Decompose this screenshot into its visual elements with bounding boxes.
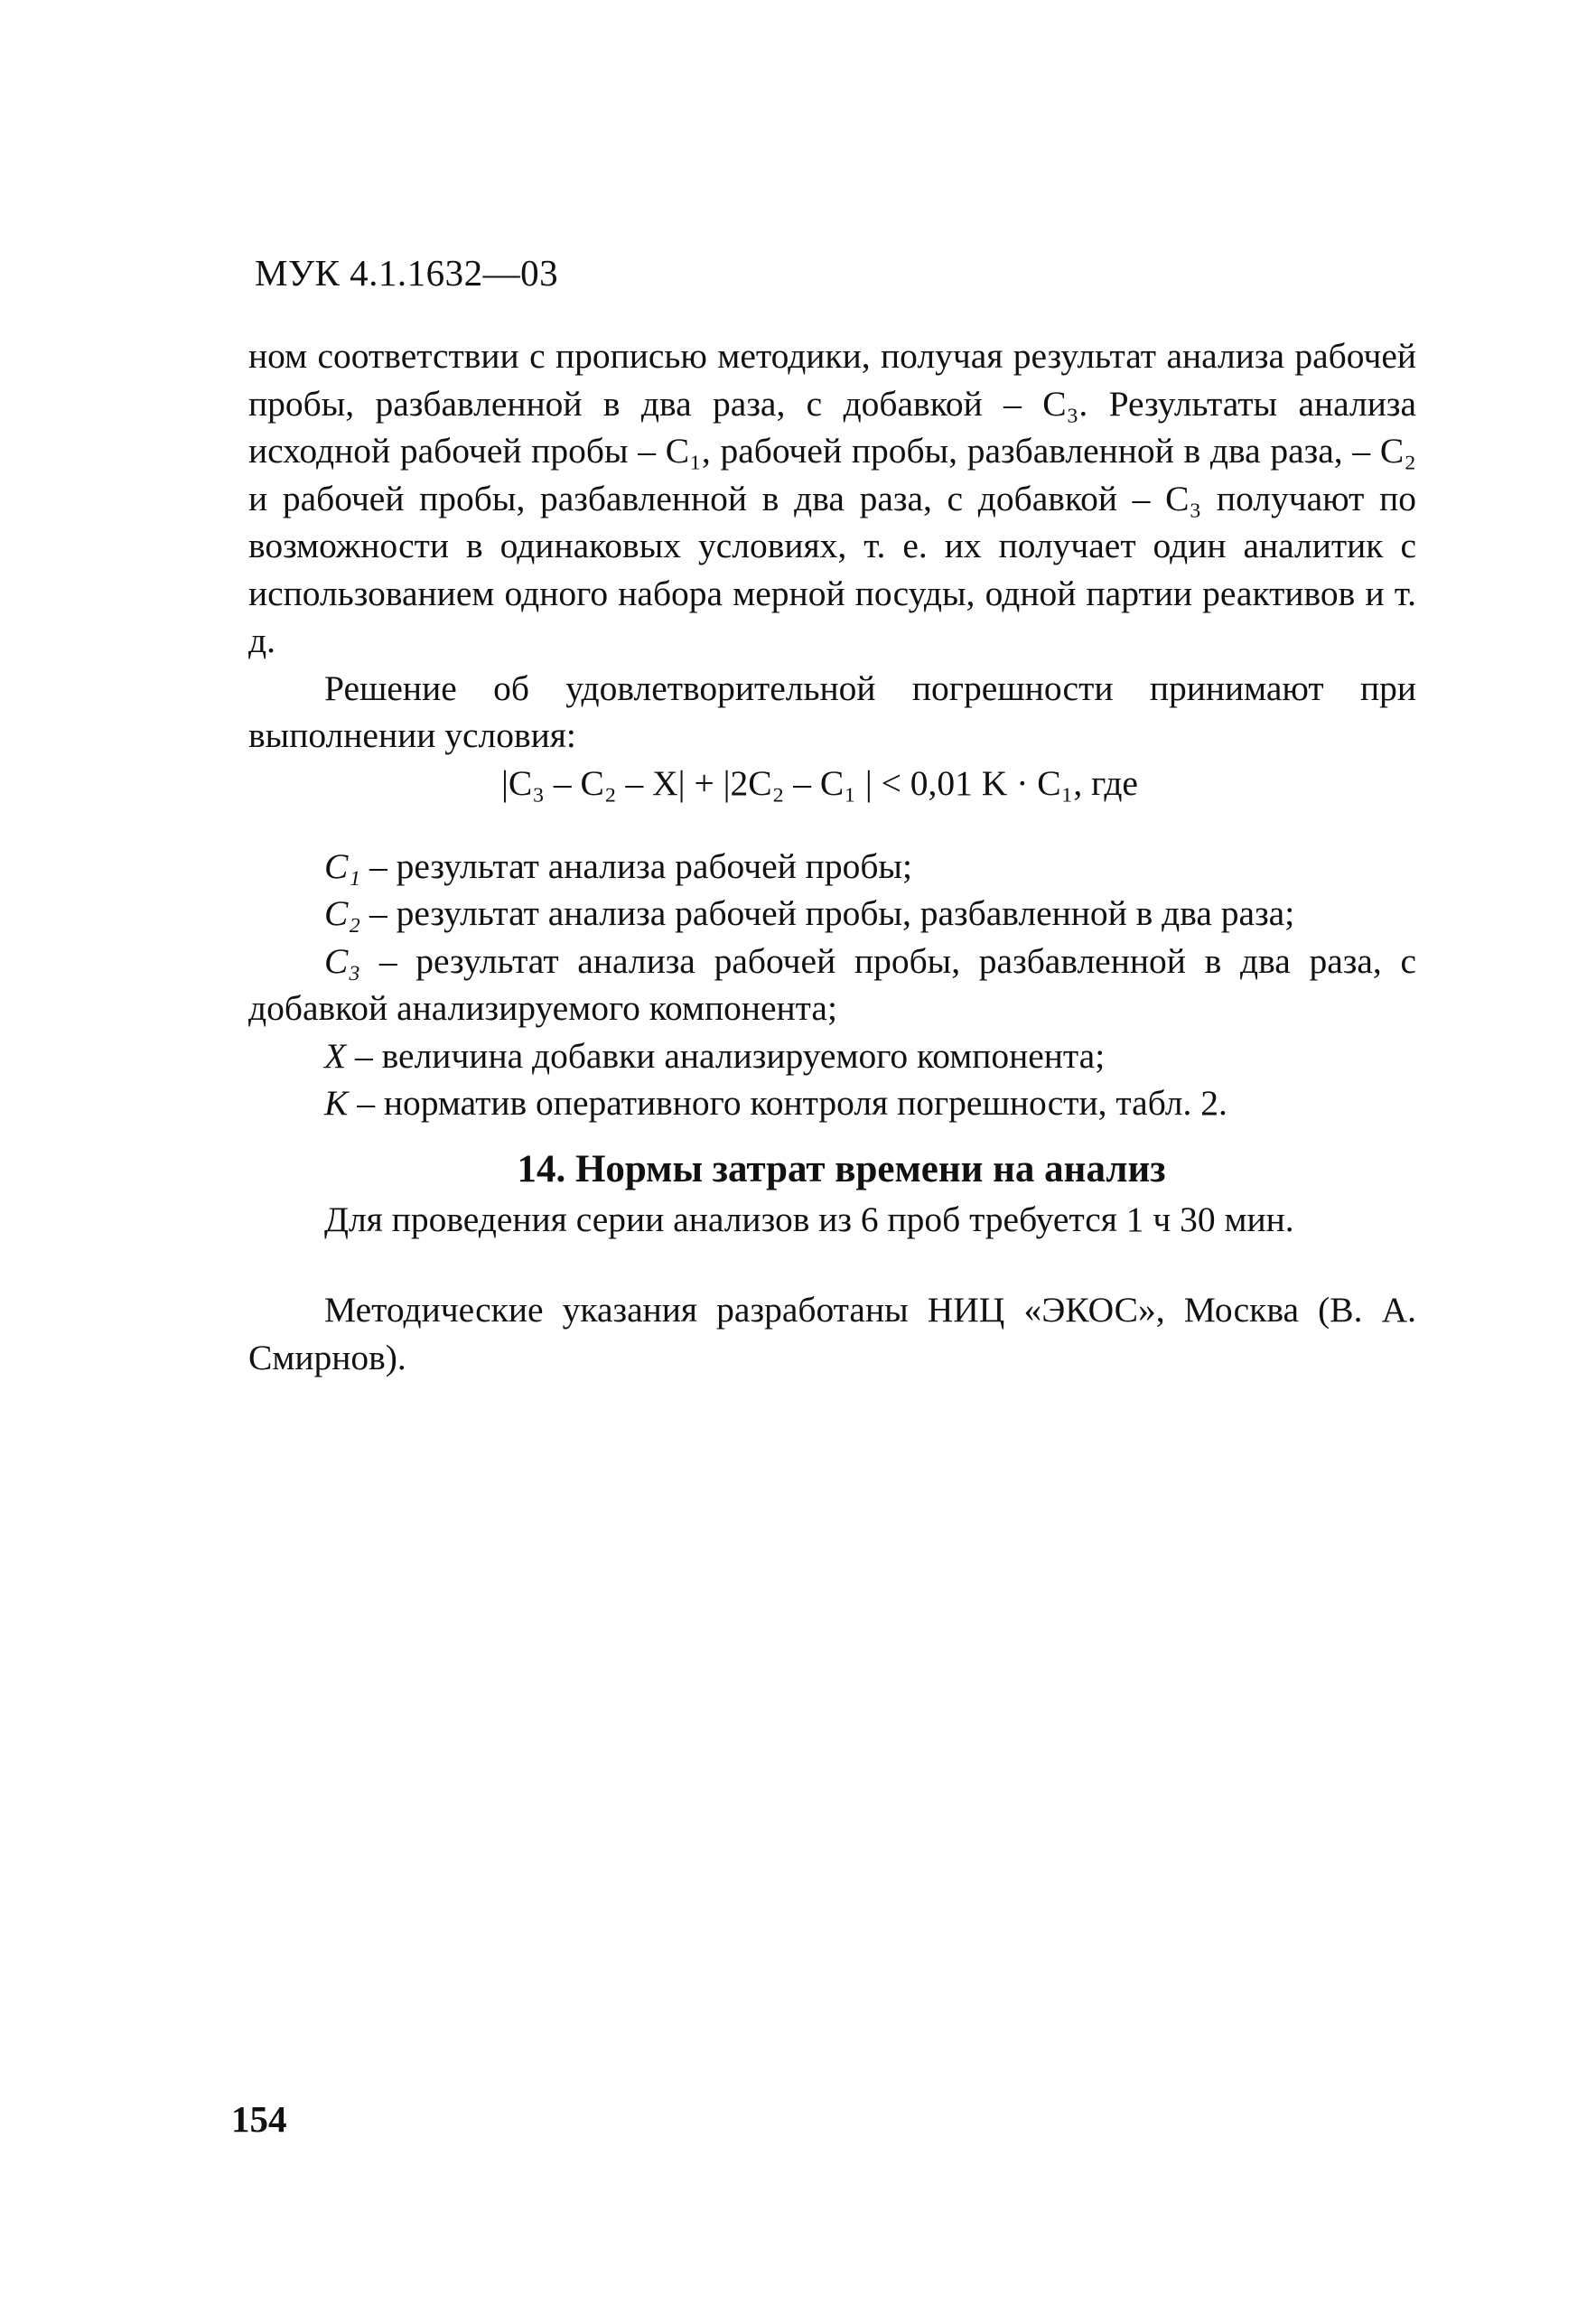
definition-symbol: C₂ <box>324 893 361 933</box>
definition-symbol: K <box>324 1083 349 1123</box>
credits-paragraph: Методические указания разработаны НИЦ «ЭКОС», Москва (В. А. Смирнов). <box>248 1290 1416 1377</box>
section-14-heading: 14. Нормы затрат времени на анализ <box>517 1147 1166 1190</box>
definition-text: – норматив оперативного контроля погрешности, табл. 2. <box>348 1083 1227 1123</box>
definition-text: – величина добавки анализируемого компонента; <box>346 1035 1106 1076</box>
definition-symbol: X <box>324 1035 347 1076</box>
page-number: 154 <box>231 2098 287 2140</box>
section-14-text: Для проведения серии анализов из 6 проб требуется 1 ч 30 мин. <box>324 1199 1294 1239</box>
definition-x <box>248 1032 1416 1080</box>
definition-text: – результат анализа рабочей пробы; <box>360 845 912 886</box>
control-formula: |C₃ – C₂ – X| + |2C₂ – C₁ | < 0,01 K · C₁, где <box>501 762 1138 803</box>
definition-c3 <box>248 938 1416 1032</box>
definition-c2 <box>248 890 1416 938</box>
page-body <box>248 332 1416 1381</box>
definition-symbol: C₃ <box>324 940 361 981</box>
document-code-header: МУК 4.1.1632—03 <box>255 252 559 294</box>
paragraph-results-conditions: ном соответствии с прописью методики, получая результат анализа рабочей пробы, разбавленной в два раза, с добавкой – C₃. Результаты анализа исходной рабочей пробы – C₁, рабочей пробы, разбавленной в два раза, – C₂ и рабочей пробы, разбавленной в два раза, с добавкой – C₃ получают по возможности в одинаковых условиях, т. е. их получает один аналитик с использованием одного набора мерной посуды, одной партии реактивов и т. д. <box>248 336 1416 660</box>
paragraph-decision-condition: Решение об удовлетворительной погрешности принимают при выполнении условия: <box>248 667 1416 755</box>
definition-c1 <box>248 843 1416 891</box>
definition-text: – результат анализа рабочей пробы, разбавленной в два раза, с добавкой анализируемого компонента; <box>248 940 1416 1028</box>
definition-k <box>248 1079 1416 1127</box>
definition-text: – результат анализа рабочей пробы, разбавленной в два раза; <box>360 893 1295 933</box>
definition-symbol: C₁ <box>324 845 361 886</box>
